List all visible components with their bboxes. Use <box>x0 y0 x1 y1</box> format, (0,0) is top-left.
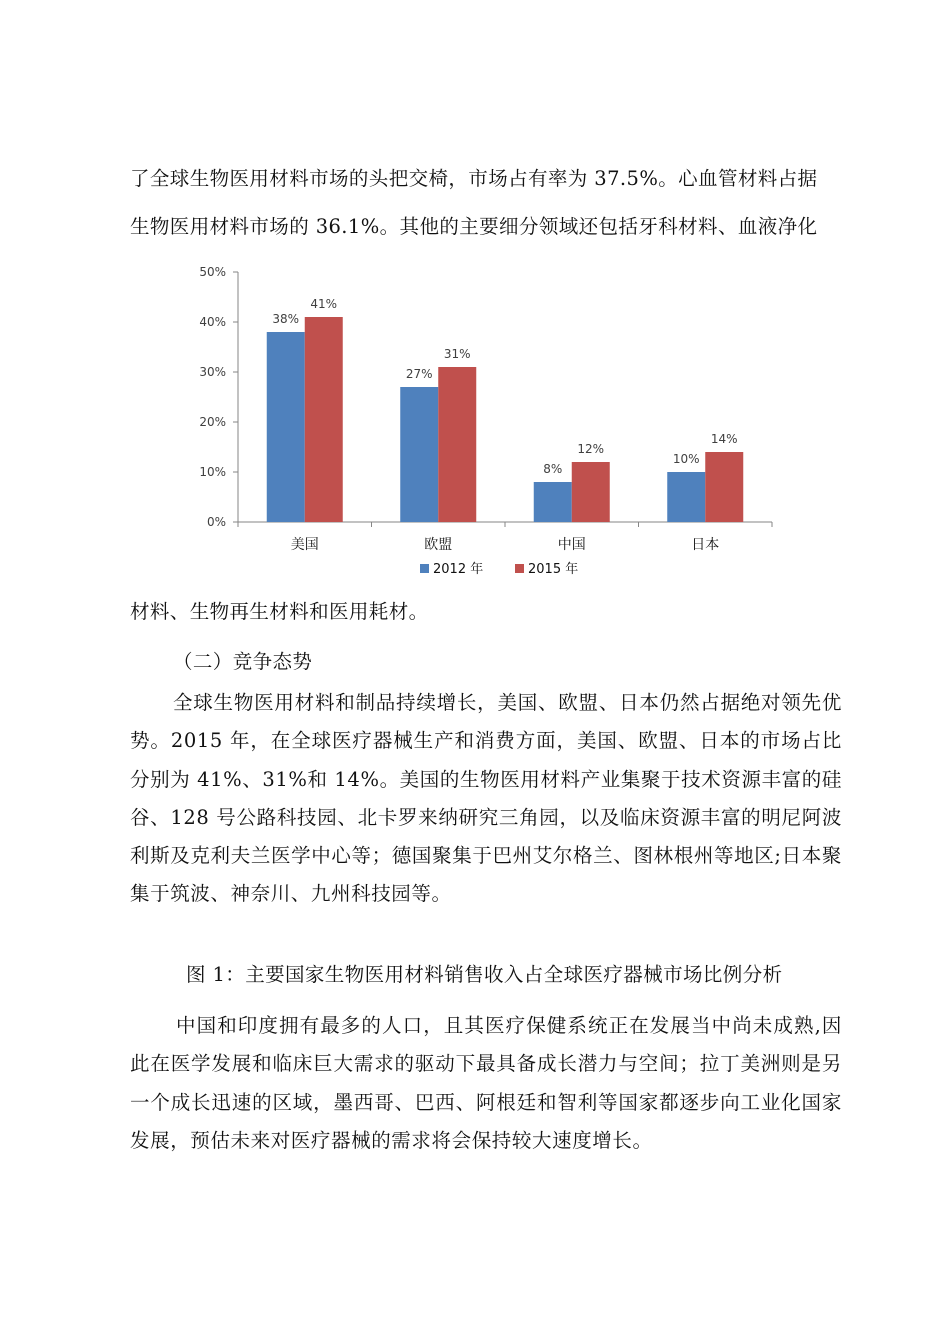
bar-data-label: 31% <box>443 347 471 361</box>
bar-series1 <box>400 387 438 522</box>
legend-swatch <box>515 564 524 573</box>
bar-chart <box>190 258 790 588</box>
bar-data-label: 12% <box>577 442 605 456</box>
bar-data-label: 8% <box>543 462 563 476</box>
legend-swatch <box>420 564 429 573</box>
bar-series2 <box>305 317 343 522</box>
bar-data-label: 10% <box>672 452 700 466</box>
y-tick-label: 40% <box>199 315 226 329</box>
bar-series1 <box>667 472 705 522</box>
y-tick-label: 50% <box>199 265 226 279</box>
legend-label: 2012 年 <box>433 562 484 577</box>
y-tick-label: 30% <box>199 365 226 379</box>
bar-data-label: 38% <box>272 312 300 326</box>
bar-series1 <box>534 482 572 522</box>
chart-legend <box>420 561 578 577</box>
x-category-label: 美国 <box>290 537 319 553</box>
bar-data-label: 14% <box>710 432 738 446</box>
bar-data-label: 41% <box>310 297 338 311</box>
x-category-label: 中国 <box>557 537 586 553</box>
bar-series2 <box>438 367 476 522</box>
y-tick-label: 0% <box>206 515 226 529</box>
x-category-label: 日本 <box>691 537 720 553</box>
bar-series2 <box>705 452 743 522</box>
top-text-line-1: 了全球生物医用材料市场的头把交椅，市场占有率为 37.5%。心血管材料占据 <box>130 167 818 190</box>
y-tick-label: 20% <box>199 415 226 429</box>
paragraph-1: 全球生物医用材料和制品持续增长，美国、欧盟、日本仍然占据绝对领先优势。2015 年，在全球医疗器械生产和消费方面，美国、欧盟、日本的市场占比分别为 41%、31%和 14%。美国的生物医用材料产业集聚于技术资源丰富的硅谷、128 号公路科技园、北卡罗来纳研究三角园，以及临床资源丰富的明尼阿波利斯及克利夫兰医学中心等；德国聚集于巴州艾尔格兰、图林根州等地区;日本聚集于筑波、神奈川、九州科技园等。 <box>130 691 842 906</box>
x-category-label: 欧盟 <box>424 537 453 553</box>
top-text-line-2: 生物医用材料市场的 36.1%。其他的主要细分领域还包括牙科材料、血液净化 <box>130 215 818 238</box>
text-after-chart: 材料、生物再生材料和医用耗材。 <box>130 600 429 623</box>
bar-data-label: 27% <box>405 367 433 381</box>
section-heading: （二）竞争态势 <box>173 650 313 673</box>
figure-caption: 图 1：主要国家生物医用材料销售收入占全球医疗器械市场比例分析 <box>186 963 783 986</box>
x-axis <box>238 522 772 553</box>
legend-label: 2015 年 <box>528 562 579 577</box>
chart-bars <box>267 297 744 522</box>
bar-series1 <box>267 332 305 522</box>
paragraph-2: 中国和印度拥有最多的人口，且其医疗保健系统正在发展当中尚未成熟,因此在医学发展和临床巨大需求的驱动下最具备成长潜力与空间；拉丁美洲则是另一个成长迅速的区域，墨西哥、巴西、阿根廷和智利等国家都逐步向工业化国家发展，预估未来对医疗器械的需求将会保持较大速度增长。 <box>130 1014 842 1152</box>
bar-series2 <box>572 462 610 522</box>
y-axis <box>199 265 238 529</box>
y-tick-label: 10% <box>199 465 226 479</box>
